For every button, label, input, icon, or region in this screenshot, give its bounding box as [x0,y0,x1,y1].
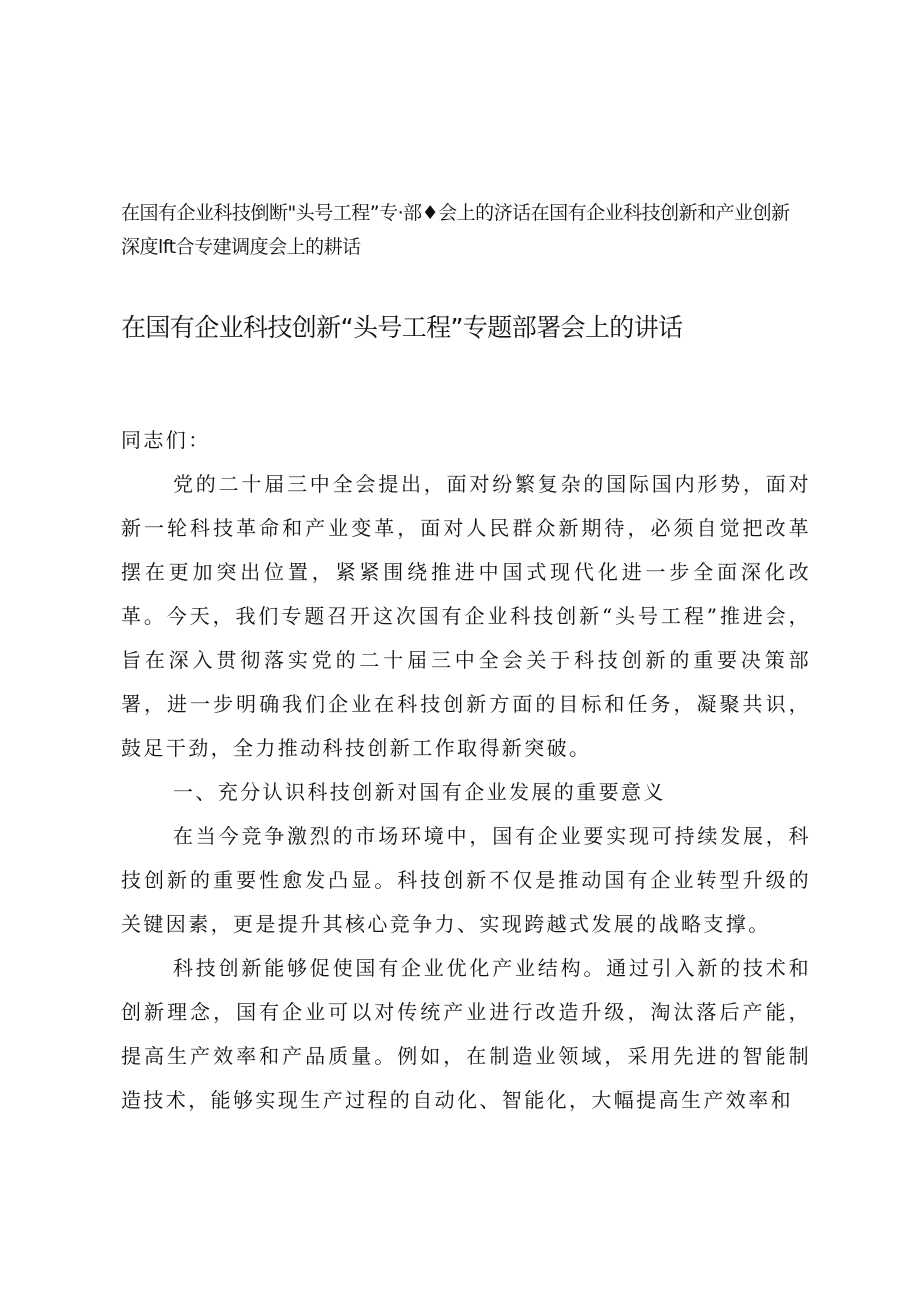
page-title: 在国有企业科技创新“头号工程”专题部署会上的讲话 [121,313,683,342]
header-line-1: 在国有企业科技倒断"头号工程”专·部♦会上的济话在国有企业科技创新和产业创新 [121,202,790,224]
speech-body [121,418,811,1122]
paragraph-intro: 党的二十届三中全会提出，面对纷繁复杂的国际国内形势，面对新一轮科技革命和产业变革，面对人民群众新期待，必须自觉把改革摆在更加突出位置，紧紧围绕推进中国式现代化进一步全面深化改革。今天，我们专题召开这次国有企业科技创新“头号工程”推进会，旨在深入贯彻落实党的二十届三中全会关于科技创新的重要决策部署，进一步明确我们企业在科技创新方面的目标和任务，凝聚共识，鼓足干劲，全力推动科技创新工作取得新突破。 [121,472,811,760]
paragraph-3: 科技创新能够促使国有企业优化产业结构。通过引入新的技术和创新理念，国有企业可以对传统产业进行改造升级，淘汰落后产能，提高生产效率和产品质量。例如，在制造业领域，采用先进的智能制造技术，能够实现生产过程的自动化、智能化，大幅提高生产效率和 [121,956,811,1112]
section-heading-1: 一、充分认识科技创新对国有企业发展的重要意义 [173,780,666,804]
paragraph-2: 在当今竞争激烈的市场环境中，国有企业要实现可持续发展，科技创新的重要性愈发凸显。科技创新不仅是推动国有企业转型升级的关键因素，更是提升其核心竞争力、实现跨越式发展的战略支撑。 [121,824,811,936]
salutation: 同志们： [121,428,211,452]
document-header [121,196,821,264]
header-line-2: 深度lft合专建调度会上的耕话 [121,236,361,258]
